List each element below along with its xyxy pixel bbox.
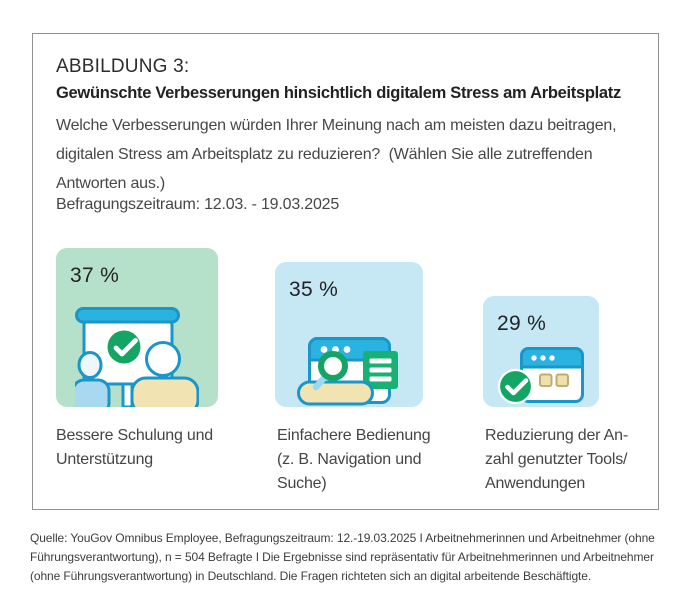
tile-caption-usability: [277, 424, 430, 496]
tile-caption-line: Bessere Schulung und: [56, 427, 214, 444]
survey-question-line: digitalen Stress am Arbeitsplatz zu reduzieren? (Wählen Sie alle zutreffenden: [56, 146, 593, 163]
training-presentation-icon: [75, 307, 199, 407]
survey-period: Befragungszeitraum: 12.03. - 19.03.2025: [56, 196, 340, 213]
tile-caption-line: Einfachere Bedienung: [277, 427, 431, 444]
stat-tile-usability: [275, 262, 423, 407]
source-note: [30, 529, 655, 586]
value-label: 29 %: [497, 312, 547, 335]
survey-question: [56, 111, 616, 198]
figure-title: Gewünschte Verbesserungen hinsichtlich digitalem Stress am Arbeitsplatz: [56, 84, 621, 102]
tile-caption-line: (z. B. Navigation und: [277, 451, 422, 468]
stat-tile-training: [56, 248, 218, 407]
tile-caption-line: Unterstützung: [56, 451, 154, 468]
value-label: 37 %: [70, 264, 120, 287]
value-label: 35 %: [289, 278, 339, 301]
source-note-line: Führungsverantwortung), n = 504 Befragte I Die Ergebnisse sind repräsentativ für Arbeitnehmerinnen und Arbeitnehmer: [30, 550, 654, 564]
tile-caption-tool-reduction: [485, 424, 628, 496]
figure-number-label: ABBILDUNG 3:: [56, 56, 190, 77]
source-note-line: (ohne Führungsverantwortung) in Deutschland. Die Fragen richteten sich an digital arbeitende Beschäftigte.: [30, 569, 592, 583]
browser-search-icon: [297, 337, 401, 406]
stat-tile-tool-reduction: [483, 296, 599, 407]
tile-caption-line: zahl genutzter Tools/: [485, 451, 628, 468]
survey-question-line: Antworten aus.): [56, 175, 166, 192]
tile-caption-training: [56, 424, 213, 472]
tile-caption-line: Reduzierung der An-: [485, 427, 628, 444]
app-window-check-icon: [498, 347, 584, 405]
survey-question-line: Welche Verbesserungen würden Ihrer Meinung nach am meisten dazu beitragen,: [56, 117, 617, 134]
tile-caption-line: Suche): [277, 475, 327, 492]
source-note-line: Quelle: YouGov Omnibus Employee, Befragungszeitraum: 12.-19.03.2025 I Arbeitnehmerinnen und Arbeitnehmer (ohne: [30, 531, 655, 545]
tile-caption-line: Anwendungen: [485, 475, 586, 492]
